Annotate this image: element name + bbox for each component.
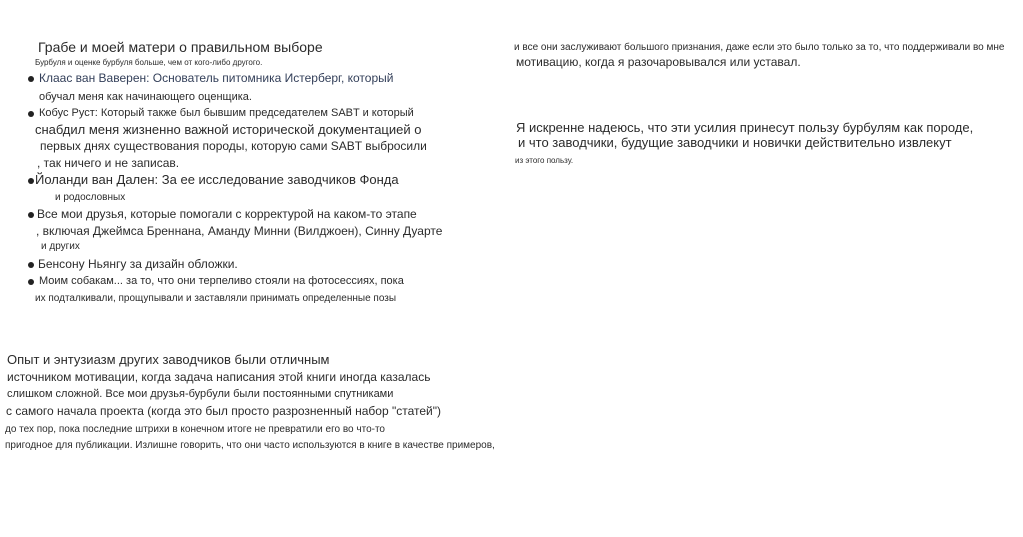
right-middle-line-3: из этого пользу. (515, 156, 574, 165)
list-item-line: и других (41, 241, 80, 252)
right-top-line-1: и все они заслуживают большого признания, даже если это было только за то, что поддерживали во мне (514, 42, 1005, 53)
right-top-line-2: мотивацию, когда я разочаровывался или уставал. (516, 55, 801, 69)
list-item-line: снабдил меня жизненно важной исторической документацией о (35, 122, 422, 137)
intro-line-2: Бурбуля и оценке бурбуля больше, чем от кого-либо другого. (35, 58, 263, 67)
paragraph-line: до тех пор, пока последние штрихи в конечном итоге не превратили его во что-то (5, 424, 385, 435)
list-item-line: , так ничего и не записав. (37, 156, 180, 170)
right-middle-line-2: и что заводчики, будущие заводчики и новички действительно извлекут (518, 135, 952, 150)
bullet-icon (28, 212, 34, 218)
paragraph-line: пригодное для публикации. Излишне говорить, что они часто используются в книге в качестве примеров, (5, 440, 495, 451)
paragraph-line: с самого начала проекта (когда это был просто разрозненный набор "статей") (6, 404, 442, 418)
bullet-icon (28, 111, 34, 117)
bullet-icon (28, 178, 34, 184)
list-item-line: Кобус Руст: Который также был бывшим председателем SABT и который (39, 107, 414, 119)
right-middle-line-1: Я искренне надеюсь, что эти усилия принесут пользу бурбулям как породе, (516, 120, 974, 135)
list-item-line: обучал меня как начинающего оценщика. (39, 91, 252, 103)
bullet-icon (28, 76, 34, 82)
list-item-line: Йоланди ван Дален: За ее исследование заводчиков Фонда (35, 172, 399, 187)
list-item-line: и родословных (55, 192, 126, 203)
list-item-line: Бенсону Ньянгу за дизайн обложки. (38, 257, 238, 271)
list-item-line: Моим собакам... за то, что они терпеливо стояли на фотосессиях, пока (39, 275, 404, 287)
list-item-line: , включая Джеймса Бреннана, Аманду Минни (Вилджоен), Синну Дуарте (36, 224, 443, 238)
intro-line-1: Грабе и моей матери о правильном выборе (38, 39, 323, 55)
paragraph-line: слишком сложной. Все мои друзья-бурбули были постоянными спутниками (7, 388, 394, 400)
bullet-icon (28, 262, 34, 268)
paragraph-line: источником мотивации, когда задача написания этой книги иногда казалась (7, 370, 431, 384)
list-item-line: Клаас ван Ваверен: Основатель питомника Истерберг, который (39, 71, 394, 85)
list-item-line: их подталкивали, прощупывали и заставляли принимать определенные позы (35, 293, 397, 304)
bullet-icon (28, 279, 34, 285)
paragraph-line: Опыт и энтузиазм других заводчиков были отличным (7, 352, 330, 367)
list-item-line: Все мои друзья, которые помогали с корректурой на каком-то этапе (37, 207, 417, 221)
list-item-line: первых днях существования породы, которую сами SABT выбросили (40, 139, 427, 153)
